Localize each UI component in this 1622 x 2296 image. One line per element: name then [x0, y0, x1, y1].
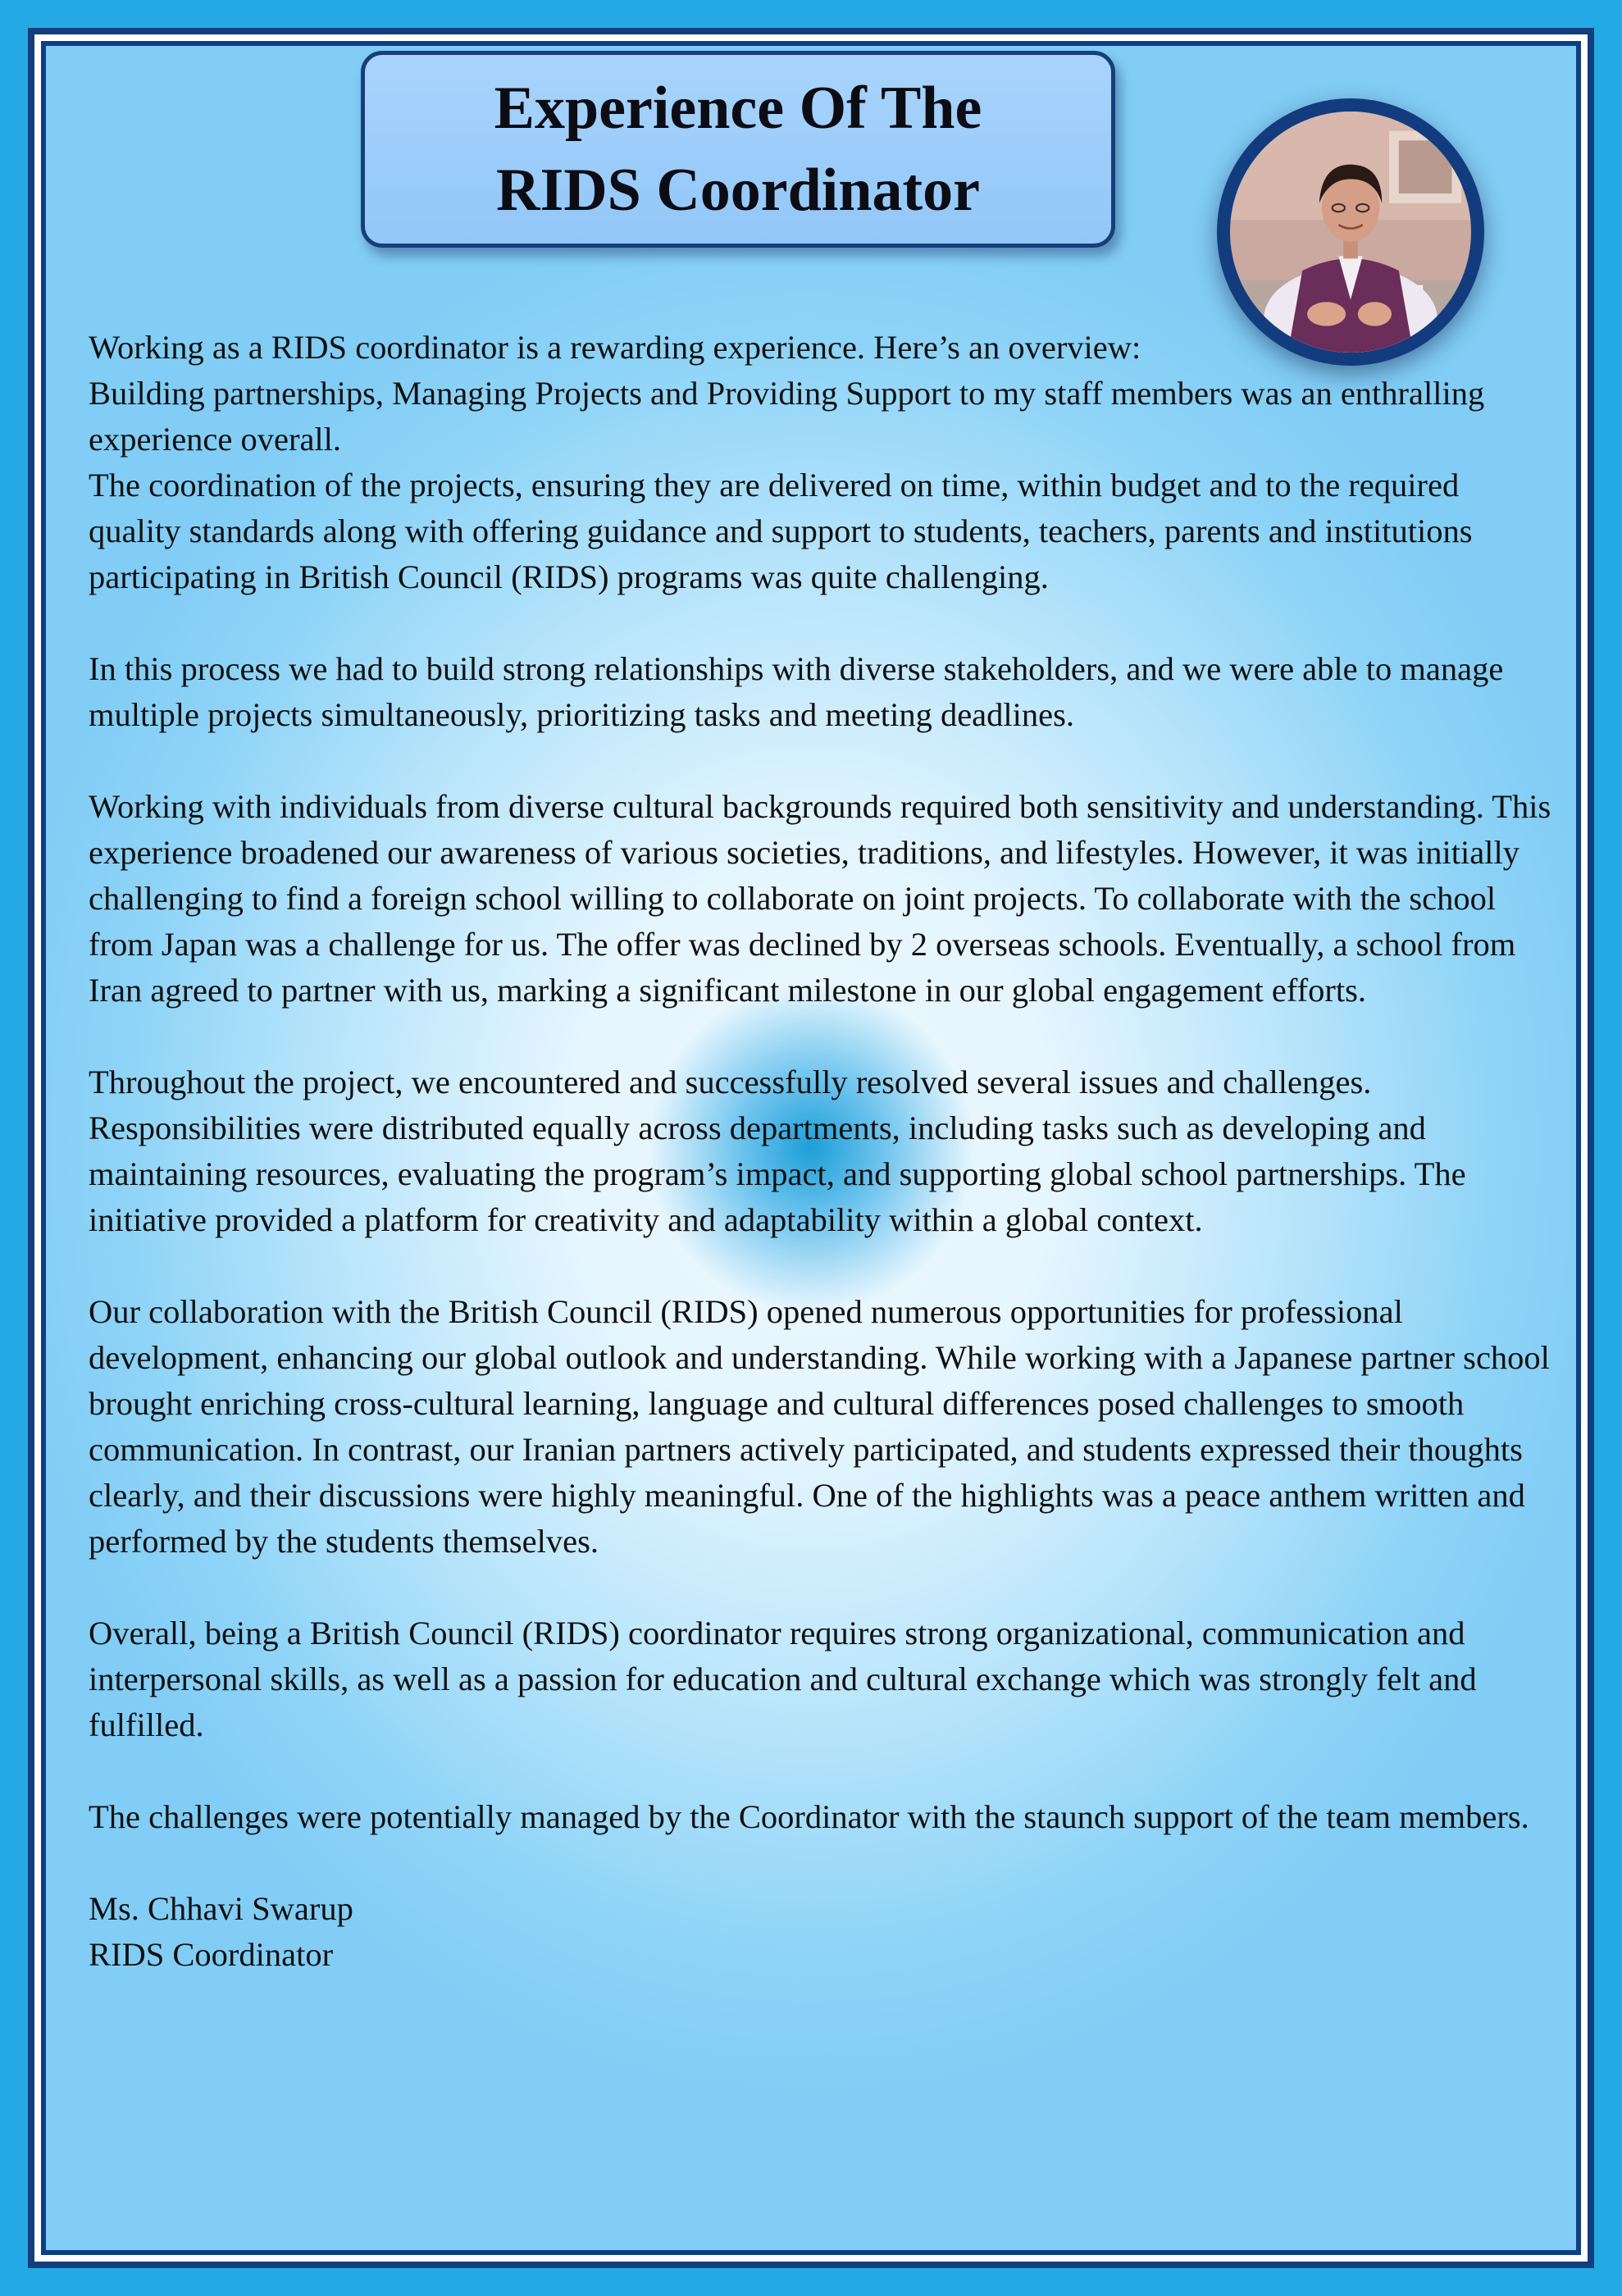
intro-line-3: The coordination of the projects, ensuring they are delivered on time, within budget and to the required quality standards along with offering guidance and support to students, teachers, parents and institutions participating in British Council (RIDS) programs was quite challenging.: [89, 467, 1473, 595]
letter-body: [89, 325, 1556, 2024]
content-panel: [46, 46, 1576, 2250]
intro-line-1: Working as a RIDS coordinator is a rewarding experience. Here’s an overview:: [89, 329, 1141, 366]
page-title: [494, 67, 982, 231]
intro-paragraph: [89, 325, 1556, 600]
title-line-1: Experience Of The: [494, 75, 982, 142]
signature-name: Ms. Chhavi Swarup: [89, 1890, 353, 1927]
title-line-2: RIDS Coordinator: [496, 157, 980, 224]
signature: [89, 1886, 1556, 1978]
challenges-paragraph: Throughout the project, we encountered and successfully resolved several issues and challenges. Responsibilities were distributed equally across departments, including tasks such as developing and maintaining resources, evaluating the program’s impact, and supporting global school partnerships. The initiative provided a platform for creativity and adaptability within a global context.: [89, 1064, 1466, 1238]
stakeholders-paragraph: In this process we had to build strong relationships with diverse stakeholders, and we were able to manage multiple projects simultaneously, prioritizing tasks and meeting deadlines.: [89, 650, 1504, 733]
title-box: [361, 51, 1115, 248]
collaboration-paragraph: Our collaboration with the British Council (RIDS) opened numerous opportunities for professional development, enhancing our global outlook and understanding. While working with a Japanese partner school brought enriching cross-cultural learning, language and cultural differences posed challenges to smooth communication. In contrast, our Iranian partners actively participated, and students expressed their thoughts clearly, and their discussions were highly meaningful. One of the highlights was a peace anthem written and performed by the students themselves.: [89, 1293, 1550, 1560]
overall-paragraph: Overall, being a British Council (RIDS) coordinator requires strong organizational, communication and interpersonal skills, as well as a passion for education and cultural exchange which was strongly felt and fulfilled.: [89, 1615, 1477, 1743]
intro-line-2: Building partnerships, Managing Projects and Providing Support to my staff members was an enthralling experience overall.: [89, 375, 1485, 458]
portrait-photo-icon: [1230, 112, 1471, 353]
cultural-paragraph: Working with individuals from diverse cultural backgrounds required both sensitivity and understanding. This experience broadened our awareness of various societies, traditions, and lifestyles. However, it was initially challenging to find a foreign school willing to collaborate on joint projects. To collaborate with the school from Japan was a challenge for us. The offer was declined by 2 overseas schools. Eventually, a school from Iran agreed to partner with us, marking a significant milestone in our global engagement efforts.: [89, 788, 1551, 1009]
closing-paragraph: The challenges were potentially managed by the Coordinator with the staunch support of the team members.: [89, 1798, 1529, 1835]
signature-role: RIDS Coordinator: [89, 1936, 334, 1973]
